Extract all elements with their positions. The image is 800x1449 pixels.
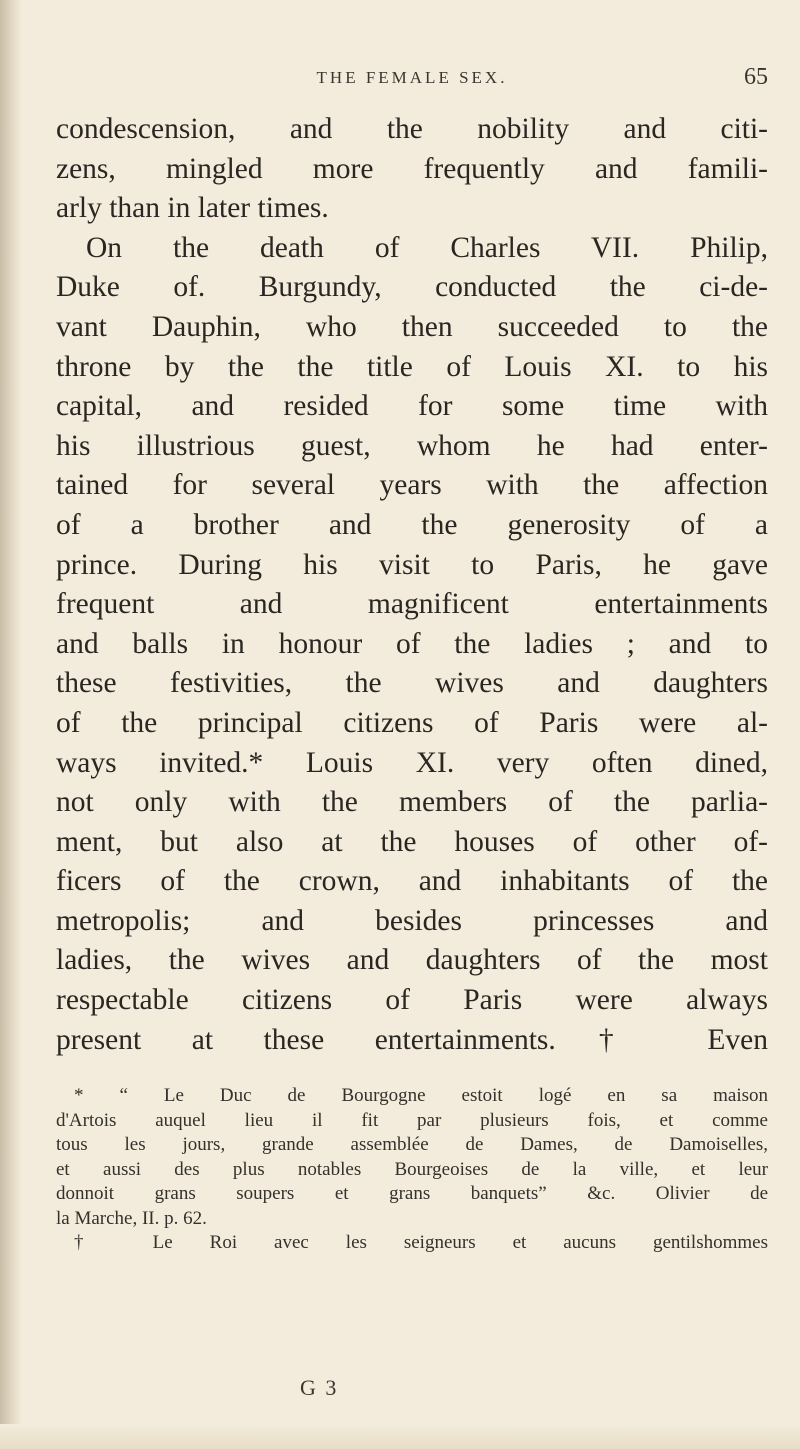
body-line: Duke of. Burgundy, conducted the ci-de-	[56, 271, 768, 304]
body-line: of a brother and the generosity of a	[56, 508, 768, 541]
body-line: metropolis; and besides princesses and	[56, 904, 768, 937]
footnote-line: la Marche, II. p. 62.	[56, 1207, 207, 1229]
body-line: ment, but also at the houses of other of-	[56, 825, 768, 858]
body-line: ladies, the wives and daughters of the most	[56, 944, 768, 977]
body-line: arly than in later times.	[56, 192, 329, 225]
body-text	[56, 110, 768, 1060]
body-line: tained for several years with the affection	[56, 469, 768, 502]
body-line: capital, and resided for some time with	[56, 390, 768, 423]
body-line: throne by the the title of Louis XI. to his	[56, 350, 768, 383]
book-page	[56, 0, 768, 1256]
page-gutter-shadow	[0, 0, 22, 1449]
body-line: condescension, and the nobility and citi-	[56, 113, 768, 145]
body-line: ficers of the crown, and inhabitants of the	[56, 865, 768, 898]
body-line: zens, mingled more frequently and famili-	[56, 152, 768, 185]
footnote-line: * “ Le Duc de Bourgogne estoit logé en sa maison	[74, 1085, 768, 1107]
body-line: prince. During his visit to Paris, he gave	[56, 548, 768, 581]
body-line: respectable citizens of Paris were always	[56, 984, 768, 1017]
body-line: not only with the members of the parlia-	[56, 786, 768, 819]
body-line: On the death of Charles VII. Philip,	[86, 231, 768, 264]
body-line: frequent and magnificent entertainments	[56, 588, 768, 621]
footnote-line: donnoit grans soupers et grans banquets” &c. Olivier de	[56, 1183, 768, 1205]
body-line: these festivities, the wives and daughters	[56, 667, 768, 700]
body-line: present at these entertainments.† Even	[56, 1023, 768, 1056]
running-head-title: THE FEMALE SEX.	[316, 68, 508, 87]
body-line: vant Dauphin, who then succeeded to the	[56, 310, 768, 343]
page-number: 65	[744, 64, 768, 90]
body-line: of the principal citizens of Paris were al-	[56, 706, 768, 739]
footnote-line: tous les jours, grande assemblée de Dames, de Damoiselles,	[56, 1134, 768, 1156]
running-head	[56, 64, 768, 108]
body-line: and balls in honour of the ladies ; and to	[56, 627, 768, 660]
footnotes	[56, 1084, 768, 1256]
page-bottom-edge	[0, 1424, 800, 1449]
footnote-line: et aussi des plus notables Bourgeoises de la ville, et leur	[56, 1158, 768, 1180]
body-line: his illustrious guest, whom he had enter-	[56, 429, 768, 462]
body-line: ways invited.* Louis XI. very often dined,	[56, 746, 768, 779]
signature-mark: G 3	[300, 1375, 339, 1400]
footnote-line: d'Artois auquel lieu il fit par plusieurs fois, et comme	[56, 1109, 768, 1131]
footnote-line: † Le Roi avec les seigneurs et aucuns gentilshommes	[74, 1232, 768, 1254]
